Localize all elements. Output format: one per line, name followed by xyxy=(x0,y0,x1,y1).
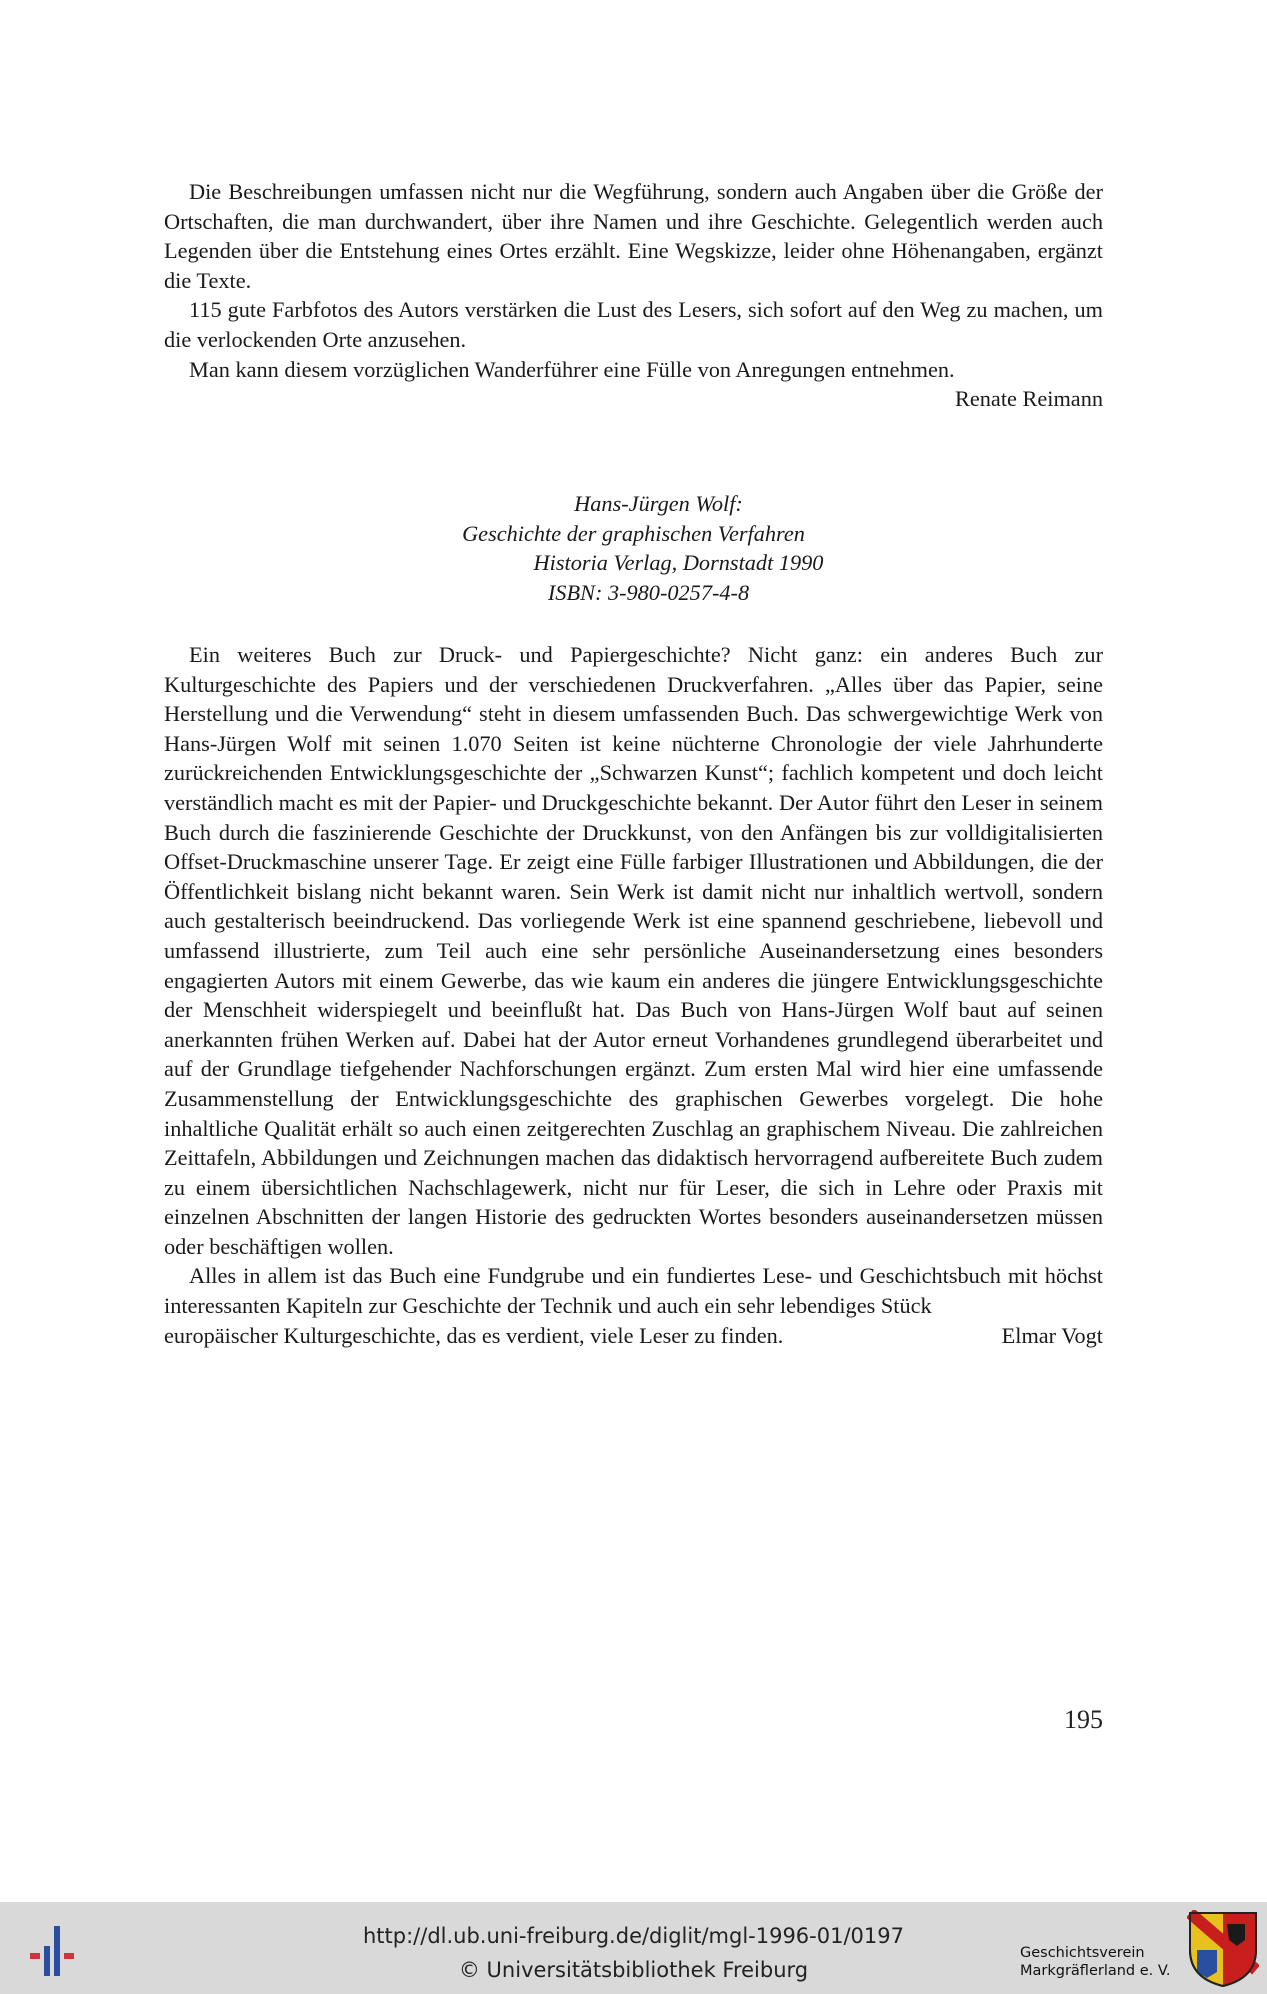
footer-bar xyxy=(0,1902,1267,1994)
book-title: Geschichte der graphischen Verfahren xyxy=(462,520,805,546)
paragraph: Alles in allem ist das Buch eine Fundgrube und ein fundiertes Lese- und Geschichtsbuch mit höchst interessanten Kapiteln zur Geschichte der Technik und auch ein sehr lebendiges Stück xyxy=(164,1263,1103,1319)
paragraph: Ein weiteres Buch zur Druck- und Papiergeschichte? Nicht ganz: ein anderes Buch zur Kulturgeschichte des Papiers und der verschiedenen Druckverfahren. „Alles über das Papier, seine Herstellung und die Verwendung“ steht in diesem umfassenden Buch. Das schwergewichtige Werk von Hans-Jürgen Wolf mit seinen 1.070 Seiten ist keine nüchterne Chronologie der viele Jahrhunderte zurückreichenden Entwicklungsgeschichte der „Schwarzen Kunst“; fachlich kompetent und doch leicht verständlich macht es mit der Papier- und Druckgeschichte bekannt. Der Autor führt den Leser in seinem Buch durch die faszinierende Geschichte der Druckkunst, von den Anfängen bis zur volldigitalisierten Offset-Druckmaschine unserer Tage. Er zeigt eine Fülle farbiger Illustrationen und Abbildungen, die der Öffentlichkeit bislang nicht bekannt waren. Sein Werk ist damit nicht nur inhaltlich wertvoll, sondern auch gestalterisch beeindruckend. Das vorliegende Werk ist eine spannend geschriebene, liebevoll und umfassend illustrierte, zum Teil auch eine sehr persönliche Auseinandersetzung eines besonders engagierten Autors mit einem Gewerbe, das wie kaum ein anderes die jüngere Entwicklungsgeschichte der Menschheit widerspiegelt und beeinflußt hat. Das Buch von Hans-Jürgen Wolf baut auf seinen anerkannten frühen Werken auf. Dabei hat der Autor erneut Vorhandenes grundlegend überarbeitet und auf der Grundlage tiefgehender Nachforschungen ergänzt. Zum ersten Mal wird hier eine umfassende Zusammenstellung der Entwicklungsgeschichte des graphischen Gewerbes vorgelegt. Die hohe inhaltliche Qualität erhält so auch einen zeitgerechten Zuschlag an graphischem Niveau. Die zahlreichen Zeittafeln, Abbildungen und Zeichnungen machen das didaktisch hervorragend aufbereitete Buch zudem zu einem übersichtlichen Nachschlagewerk, nicht nur für Leser, die sich in Lehre oder Praxis mit einzelnen Abschnitten der langen Historie des gedruckten Wortes besonders auseinandersetzen müssen oder beschäftigen wollen. xyxy=(164,642,1103,1259)
reviewer-signature: Elmar Vogt xyxy=(1001,1322,1103,1348)
copyright-notice: © Universitätsbibliothek Freiburg xyxy=(458,1958,809,1982)
reviewer-signature: Renate Reimann xyxy=(955,386,1103,412)
society-name xyxy=(1020,1944,1171,1980)
book-heading xyxy=(164,489,1103,607)
review-text-2 xyxy=(164,640,1103,1350)
page-number: 195 xyxy=(1064,1705,1103,1734)
society-line-2: Markgräflerland e. V. xyxy=(1020,1963,1171,1979)
closing-line xyxy=(164,1321,1103,1351)
paragraph: Die Beschreibungen umfassen nicht nur die Wegführung, sondern auch Angaben über die Größe der Ortschaften, die man durchwandert, über ihre Namen und ihre Geschichte. Gelegentlich werden auch Legenden über die Entstehung eines Ortes erzählt. Eine Wegskizze, leider ohne Höhenangaben, ergänzt die Texte. xyxy=(164,179,1103,293)
society-line-1: Geschichtsverein xyxy=(1020,1945,1145,1961)
book-publisher: Historia Verlag, Dornstadt 1990 xyxy=(533,550,824,576)
paragraph-end: europäischer Kulturgeschichte, das es verdient, viele Leser zu finden. xyxy=(164,1322,784,1348)
book-isbn: ISBN: 3-980-0257-4-8 xyxy=(547,579,750,605)
review-text-1 xyxy=(164,177,1103,414)
book-author: Hans-Jürgen Wolf: xyxy=(574,491,743,516)
paragraph: Man kann diesem vorzüglichen Wanderführer eine Fülle von Anregungen entnehmen. xyxy=(189,356,955,382)
coat-of-arms-icon xyxy=(1187,1910,1259,1988)
source-url[interactable]: http://dl.ub.uni-freiburg.de/diglit/mgl-1996-01/0197 xyxy=(362,1924,904,1948)
paragraph: 115 gute Farbfotos des Autors verstärken die Lust des Lesers, sich sofort auf den Weg zu machen, um die verlockenden Orte anzusehen. xyxy=(164,297,1103,352)
